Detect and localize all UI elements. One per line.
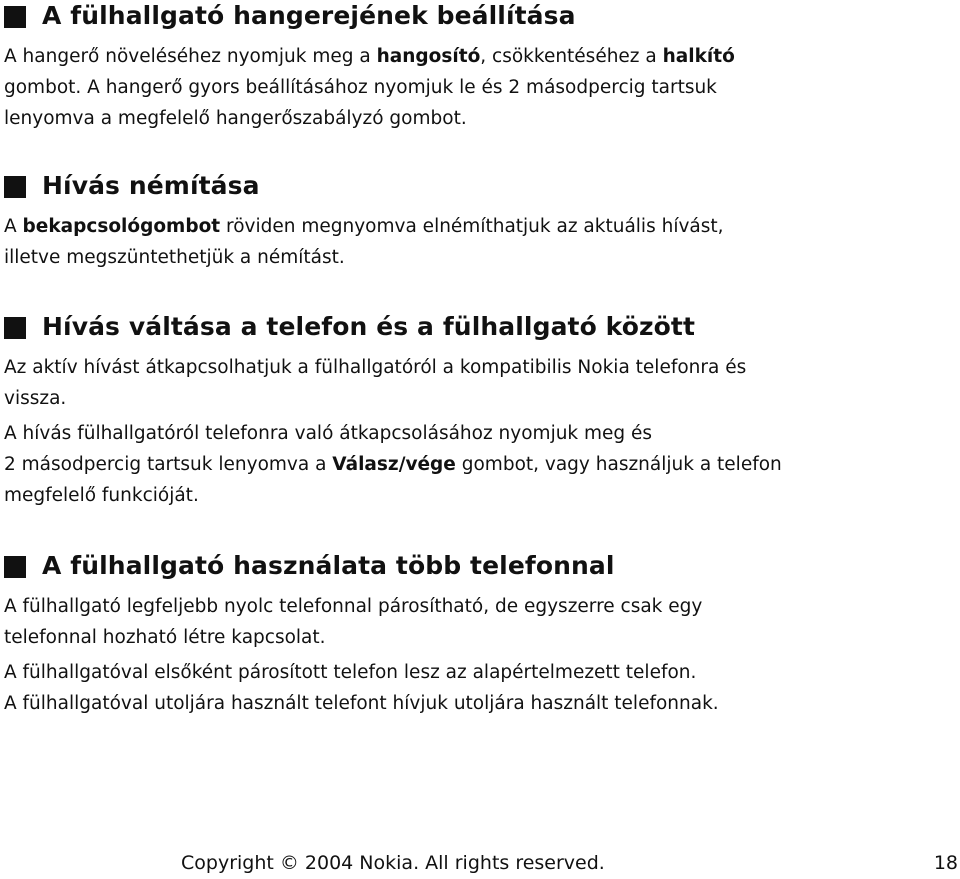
body-line: telefonnal hozható létre kapcsolat. (4, 627, 326, 648)
body-line: illetve megszüntethetjük a némítást. (4, 247, 345, 268)
body-line: 2 másodpercig tartsuk lenyomva a Válasz/vége gombot, vagy használjuk a telefon (4, 454, 782, 475)
square-bullet-icon (4, 317, 26, 339)
heading-text: Hívás váltása a telefon és a fülhallgató között (42, 312, 696, 341)
body-line: megfelelő funkcióját. (4, 485, 199, 506)
body-line: gombot. A hangerő gyors beállításához nyomjuk le és 2 másodpercig tartsuk (4, 77, 717, 98)
body-line: lenyomva a megfelelő hangerőszabályzó gombot. (4, 108, 467, 129)
section-heading (4, 0, 954, 32)
footer-page-number: 18 (933, 852, 958, 874)
body-line: A bekapcsológombot röviden megnyomva elnémíthatjuk az aktuális hívást, (4, 216, 724, 237)
body-line: A fülhallgatóval utoljára használt telefont hívjuk utoljára használt telefonnak. (4, 693, 719, 714)
section-switch (4, 311, 954, 511)
square-bullet-icon (4, 176, 26, 198)
square-bullet-icon (4, 556, 26, 578)
bold-term: halkító (662, 46, 735, 67)
section-multipoint (4, 550, 954, 719)
body-line: Az aktív hívást átkapcsolhatjuk a fülhallgatóról a kompatibilis Nokia telefonra és (4, 357, 747, 378)
body-line: A hívás fülhallgatóról telefonra való átkapcsolásához nyomjuk meg és (4, 423, 653, 444)
square-bullet-icon (4, 6, 26, 28)
bold-term: Válasz/vége (332, 454, 456, 475)
heading-text: A fülhallgató használata több telefonnal (42, 551, 615, 580)
heading-text: Hívás némítása (42, 171, 260, 200)
bold-term: bekapcsológombot (22, 216, 221, 237)
heading-text: A fülhallgató hangerejének beállítása (42, 1, 576, 30)
footer-copyright: Copyright © 2004 Nokia. All rights reserved. (181, 852, 605, 874)
body-line: A fülhallgató legfeljebb nyolc telefonnal párosítható, de egyszerre csak egy (4, 596, 703, 617)
section-body (4, 591, 954, 719)
section-body (4, 41, 954, 134)
section-heading (4, 550, 954, 582)
section-body (4, 211, 954, 273)
section-volume (4, 0, 954, 134)
section-heading (4, 311, 954, 343)
section-mute (4, 170, 954, 273)
body-line: A fülhallgatóval elsőként párosított telefon lesz az alapértelmezett telefon. (4, 662, 697, 683)
body-line: vissza. (4, 388, 67, 409)
bold-term: hangosító (376, 46, 481, 67)
body-line: A hangerő növeléséhez nyomjuk meg a hangosító, csökkentéséhez a halkító (4, 46, 735, 67)
section-body (4, 352, 954, 511)
section-heading (4, 170, 954, 202)
